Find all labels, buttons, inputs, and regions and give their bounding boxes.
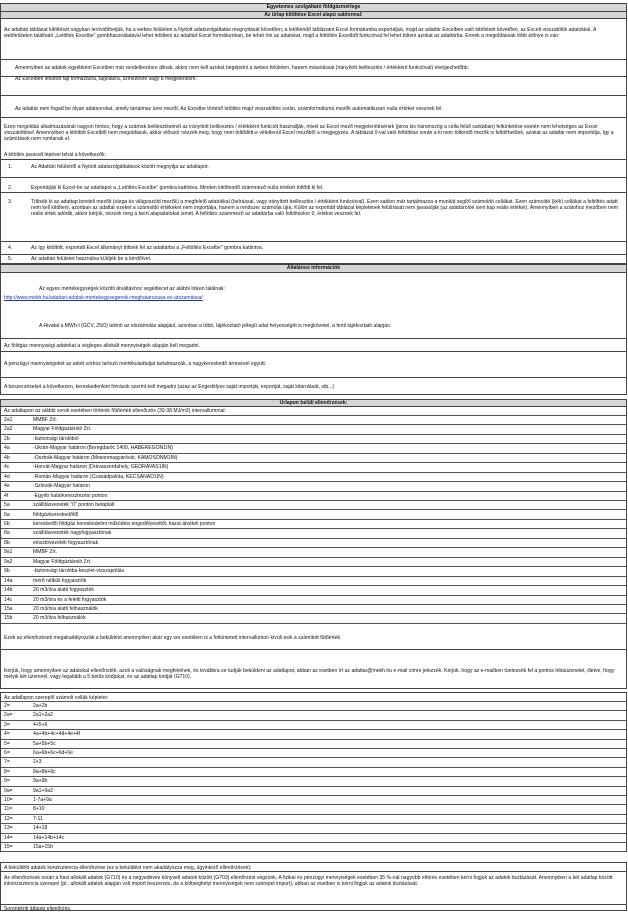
row-description: 9a1+9a2 <box>33 787 53 794</box>
bullet-marker: · <box>5 106 7 112</box>
contact-note-row <box>0 649 627 689</box>
purchase-note: A beszerzéseket a következen, kereskedenkint források szerint kell megadni (azaz az Engedélyes saját importját, exportját, saját kitárolását, stb...) <box>4 384 335 390</box>
row-code: 8a <box>4 530 10 537</box>
table-row <box>1 740 626 749</box>
row-code: 13= <box>4 825 13 832</box>
row-description: -Horvát-Magyar határon (Drávaszerdahely, GEORAVAS1IN) <box>33 464 169 471</box>
row-code: 15= <box>4 844 13 850</box>
row-code: 10= <box>4 797 13 803</box>
row-description: 1-7a+9a <box>33 797 52 803</box>
volume-note: Az földgáz mennyiségi adatokat a végleges allokált mennyiségek alapján kell megadni. <box>4 343 200 349</box>
consistency-section <box>0 871 627 911</box>
row-code: 4b <box>4 454 10 461</box>
row-code: 4= <box>4 731 10 738</box>
table-row <box>1 558 626 567</box>
table-row <box>1 501 626 510</box>
row-code: 2a= <box>4 712 13 719</box>
table-row <box>1 425 626 434</box>
table-row <box>1 824 626 833</box>
calc-title: Az adatlapon szereplő számolt cellák képletei: <box>4 695 109 701</box>
row-description: kereskedői földgáz kereskedelmi működési engedélyesétől, hazai átvételi ponton <box>33 520 216 527</box>
table-row <box>1 454 626 463</box>
table-row <box>1 758 626 767</box>
row-code: 6b <box>4 520 10 527</box>
row-description: 4a+4b+4c+4d+4e+4f <box>33 731 81 738</box>
table-row <box>1 605 626 614</box>
row-code: 9a2 <box>4 558 13 565</box>
checks-intro: Az adatlapon az alábbi sorok esetében történik fűtőérték ellenőrzés (30-38 MJ/m3) intervallummal: <box>4 408 226 414</box>
step-number: 3. <box>8 199 13 205</box>
step-2 <box>1 176 626 193</box>
row-description: 2a+2b <box>33 703 48 709</box>
row-code: 2a1 <box>4 417 13 423</box>
table-row <box>1 749 626 758</box>
table-row <box>1 529 626 538</box>
step-text: Töltsék ki az adattap beviteli mezőit (sárga és világoszöld mezők) a megfelelő adatokkal (beírással, vagy irányított beillesztés / értékként funkcióval). Ezen sablon már tartalmazza a munkát segítő számoldó cellákat. Ezen számoldó (kék) cellákat a feltöltés adatt nem kell kitölteni, azonban az adattár ezeket a számoldó értékeket nem importálja, hanem a rendszer számolja újra. Külön az exportált táblázat képletének felülírását nem javasolják (az adattárolóé sem kap reális értéket). Amennyiben a számhoz mezőben nem reális érték adódik, akkor kérjük, nézzék meg a beírt alapadatokat ismét. A feltöltés számmező az adattárba való feltöltéskor 0, értéket vesznek fel. <box>31 199 618 217</box>
table-row <box>1 435 626 444</box>
row-description: 6a+6b+6c+6d+6e <box>33 750 73 756</box>
bullet-marker: · <box>5 76 7 82</box>
bullet-text: Az Excelben letöltött fájl formázásra, tagolásra, színezésre vagy a megjelenésre. <box>15 76 198 82</box>
step-4 <box>1 241 626 255</box>
row-description: szállításvezeték nagyfogyasztónak <box>33 530 112 537</box>
row-code: 8b <box>4 539 10 546</box>
step-text: Az adattári felületet használva küldjék be a kérdőívet. <box>31 256 152 262</box>
row-description: -Egyéb határkeresztezési ponton <box>33 492 108 499</box>
bullet-text: Az adattár nem fogad be olyan adatsorokat, amely tartalmaz üres mezőt. Az Excelbe történő letöltés majd visszatöltés során, számformátumú mezők automatikusan nulla értéket vesznek fel. <box>15 106 443 112</box>
row-description: 20 m3/óra és a feletti fogyasztók <box>33 596 107 603</box>
financial-note-row <box>0 352 627 378</box>
row-code: 15a <box>4 606 13 612</box>
row-code: 9b <box>4 568 10 575</box>
row-code: 12= <box>4 815 13 822</box>
table-row <box>1 586 626 595</box>
bullet-2 <box>1 75 626 96</box>
consistency-header-row <box>0 862 627 871</box>
row-code: 5= <box>4 740 10 747</box>
row-code: 2a2 <box>4 426 13 433</box>
table-row <box>1 843 626 852</box>
row-code: 9a= <box>4 787 13 794</box>
table-row <box>1 768 626 777</box>
row-description: -Osztrák-Magyar határon (Mosonmagyaróvár, KAMOSONM1IN) <box>33 454 178 461</box>
intro-paragraph: Az adattári táblázat kitöltését nagyban lerövidíthetjük, ha a webes felületen a Nyitott adatszolgáltatás megnyitását követően, a letöltendő táblázatot Excel formátumba exportáljuk, majd az adattár Excelben való kitöltését követően, az Excelt visszatöltik adatokkal. A webfelületen található „Letöltés Excelbe” gombhasználatával lehet letölteni az adattárt Excel formátumban, be lehet írni az adatokat, majd a feltöltés Excelből funkcióval fel lehet tölteni azokat az adattárba. Ennek a megoldásnak több előnye is van: <box>4 27 597 39</box>
table-row <box>1 567 626 576</box>
row-code: 7= <box>4 759 10 766</box>
row-code: 4c <box>4 464 10 471</box>
row-description: 8+10 <box>33 806 45 813</box>
consistency-text: Az ellenőrzések során a havi allokált adatok (G710) és a negyedéves könyvelt adatok között (G703) ellenőrzést végzünk. A fizikai és pénzügyi mennyiségek esetében 35 %-nál nagyobb eltérés esetében kérni fogjuk az adatok tisztázását. Amennyiben a két adatlap között inkonzisztencia szerepel (pl.: allokált adatok alapján volt import beszerzés, de a költséghelyi mennyiségek nem szerepel import), abban az esetben is kérni fogjuk az adatok tisztázását. <box>4 875 613 887</box>
table-row <box>1 511 626 520</box>
contact-note: Kérjük, hogy amennyiben az adatokat ellenőrizték, azok a valóságnak megfelelnek, és továbbra se tudják beküldeni az adatlapot, abban az esetben írt az adattar@mekh.hu e-mail címre jelezzék. Kérjük, hogy az e-mailben tüntessék fel a pontos hibaüzenetet, illetve, hogy melyik két üzemnél, vagy legalább a 5 betűs kódjukat, és az adatlap kódját (G710). <box>4 668 615 680</box>
table-row <box>1 721 626 730</box>
conversion-link[interactable]: http://www.mekh.hu/adattari-adatok-mertekegysegenek-meghatarozasa-es-atszamitasa/ <box>4 295 203 301</box>
document-subtitle <box>0 11 627 19</box>
row-description: 20 m3/óra alatti felhasználók <box>33 606 98 612</box>
row-description: mérő nélküli fogyasztók <box>33 577 87 584</box>
row-description: -biztonsági tárolóból <box>33 435 79 442</box>
bullet-text: Amennyiben az adatok egyébként Excelben már rendelkezésre állnak, akkor nem kell azokat begépelni a webes felületen, hanem másolással (irányított beillesztés / értékként funkcióval) elvégezhetőbb. <box>15 65 470 71</box>
row-description: -Ukrán-Magyar határon (Beregdaróc 1400, HABEREGON1IN) <box>33 445 173 452</box>
row-code: 11= <box>4 806 13 813</box>
bullet-3 <box>1 95 626 118</box>
table-row <box>1 730 626 739</box>
conversion-note: Az egyes mértékegységek közötti átváltáshoz segédlecet az alábbi linken találnak: <box>39 286 226 292</box>
table-row <box>1 520 626 529</box>
row-description: 7-11 <box>33 815 43 822</box>
table-row <box>1 702 626 711</box>
general-title: Általános információk <box>286 265 341 271</box>
checks-title: Űrlapon belüli ellenőrzések: <box>279 400 348 406</box>
checks-intro-row <box>0 407 627 415</box>
row-description: Magyar Földgáztároló Zrt. <box>33 558 92 565</box>
consistency-title: A beküldött adatok konzisztencia ellenőrzése (ez a beküldést nem akadályozza meg, úgyintéző ellenőrzések): <box>4 865 252 871</box>
table-row <box>1 416 626 425</box>
row-code: 3= <box>4 721 10 728</box>
table-row <box>1 805 626 814</box>
row-description: földgázkereskedőtől <box>33 511 79 518</box>
step-number: 4. <box>8 245 13 251</box>
mwh-note: A Hivatal a MWh-t (GCV, 25/0) tekinti az elszámolás alapjául, azonban a több, tájékoztató jellegű adat helyességét is megkövetel, a fenti tájékoztató alapján. <box>39 323 392 329</box>
checks-table <box>0 415 627 623</box>
step-number: 1. <box>8 164 13 170</box>
row-description: 5a+5b+5c <box>33 740 56 747</box>
general-header <box>0 264 627 273</box>
table-row <box>1 834 626 843</box>
row-description: 14+18 <box>33 825 48 832</box>
row-description: MMBF Zrt. <box>33 417 58 423</box>
row-code: 8= <box>4 768 10 775</box>
table-row <box>1 463 626 472</box>
row-code: 14a <box>4 577 13 584</box>
checks-header <box>0 399 627 407</box>
row-description: -Szlovák-Magyar határon <box>33 483 90 490</box>
row-code: 5a <box>4 502 10 509</box>
row-code: 14b <box>4 587 13 594</box>
avg-price-row <box>1 904 626 913</box>
step-3 <box>1 192 626 242</box>
subtitle-text: Az űrlap kitöltése Excel alapú sablonnal: <box>264 12 363 18</box>
bullet-marker: · <box>5 65 7 71</box>
step-number: 5. <box>8 256 13 262</box>
table-row <box>1 539 626 548</box>
row-description: -biztonsági tárolóba keszlet-visszapótlás <box>33 568 125 575</box>
row-description: Magyar Földgáztároló Zrt. <box>33 426 92 433</box>
row-code: 4f <box>4 492 9 499</box>
row-description: 8a+8b+8c <box>33 768 56 775</box>
row-description: 9a+9b <box>33 778 48 785</box>
row-code: 9a1 <box>4 549 13 556</box>
purchase-note-row <box>0 378 627 395</box>
row-code: 4d <box>4 473 10 480</box>
row-description: 4+5+6 <box>33 721 48 728</box>
financial-note: A pénzügyi mennyiségeket az adott sorhoz tartozó mértékuladtaljat tartalmazzák, a nagykereskedő árrésével együtt. <box>4 361 267 367</box>
row-description: 14a+14b+14c <box>33 834 65 841</box>
step-5 <box>1 254 626 264</box>
row-code: 4e <box>4 483 10 490</box>
volume-note-row <box>0 339 627 352</box>
row-code: 2= <box>4 703 10 709</box>
row-code: 14c <box>4 596 13 603</box>
step-text: Az Adattári felületről a Nyitott adatszolgáltatások között megnyitja az adatlapot. <box>31 164 209 170</box>
row-description: 20 m3/óra alatti fogyasztók <box>33 587 94 594</box>
row-description: 2+3 <box>33 759 42 766</box>
table-row <box>1 482 626 491</box>
row-code: 15b <box>4 615 13 622</box>
title-text: Egyetemes szolgáltató földgázmérlege <box>266 4 361 10</box>
row-description: -Román-Magyar határon (Csanádpalota, KECSANAD1IN) <box>33 473 164 480</box>
avg-price-check: Soronkénti átlagár ellenőrzés. <box>4 906 72 912</box>
row-code: 4a <box>4 445 10 452</box>
table-row <box>1 777 626 786</box>
intro-paragraph-2: Ezen megoldás alkalmazásánál nagyon fontos, hogy a számok beillesztésénél az irányított beillesztés / értékként funkciót használják, mivel az Excel mező megjelenítésének (piros kis háromszög a cella felső sarkában) feltüntetése esetén nem lehetséges az Excel visszatöltése! Amennyiben a kitöltött Excelből nem megoldásuk, akkor először nézzék meg, hogy nem töltődött-e véletlenül Excel mezőből a megjegyzés. A táblázat 0-val való feltöltése során a ki nem töltendő mezők is feltölthetőek, azokat az adattár nem importálja, így a számítások nem romlanak el. <box>4 124 614 142</box>
table-row <box>1 596 626 605</box>
row-description: szállításvezeték "0" ponton betáplált <box>33 502 115 509</box>
row-code: 6a <box>4 511 10 518</box>
table-row <box>1 473 626 482</box>
row-description: 2a1+2a2 <box>33 712 53 719</box>
table-row <box>1 492 626 501</box>
checks-note-row <box>0 623 627 649</box>
row-description: MMBF Zrt. <box>33 549 58 556</box>
intro-section <box>0 19 627 264</box>
row-code: 6= <box>4 750 10 756</box>
step-text: Az így kitöltött, exportált Excel állományt töltsék fel az adattárba a „Feltöltés Excelbe” gombra kattintva. <box>31 245 264 251</box>
row-description: 15a+15b <box>33 844 53 850</box>
row-description: 20 m3/óra felhasználók <box>33 615 86 622</box>
row-code: 9= <box>4 778 10 785</box>
row-description: elosztóvezeték fogyasztónak <box>33 539 99 546</box>
table-row <box>1 796 626 805</box>
step-text: Exportálják ki Excel-be az adatlapot a „Letöltés Excelbe” gombra kattintva. Minden kitöltendő számmező nulla értéket töltődi ki fel. <box>31 185 324 191</box>
table-row <box>1 815 626 824</box>
table-row <box>1 711 626 720</box>
checks-note: Ezek az ellenőrzések megakadályozzák a beküldést amennyiben akár egy sor esetében is a feltüntetett intervallumon kívüli esik a számított fűtőérték. <box>4 635 342 641</box>
general-section <box>0 273 627 339</box>
table-row <box>1 787 626 796</box>
table-row <box>1 444 626 453</box>
document-title <box>0 3 627 11</box>
calc-table <box>0 701 627 852</box>
row-code: 2b <box>4 435 10 442</box>
table-row <box>1 577 626 586</box>
steps-title: A kitöltés javasolt lépései tehát a következők: <box>4 152 106 158</box>
table-row <box>1 548 626 557</box>
row-code: 14= <box>4 834 13 841</box>
calc-header-row <box>0 692 627 701</box>
step-number: 2. <box>8 185 13 191</box>
